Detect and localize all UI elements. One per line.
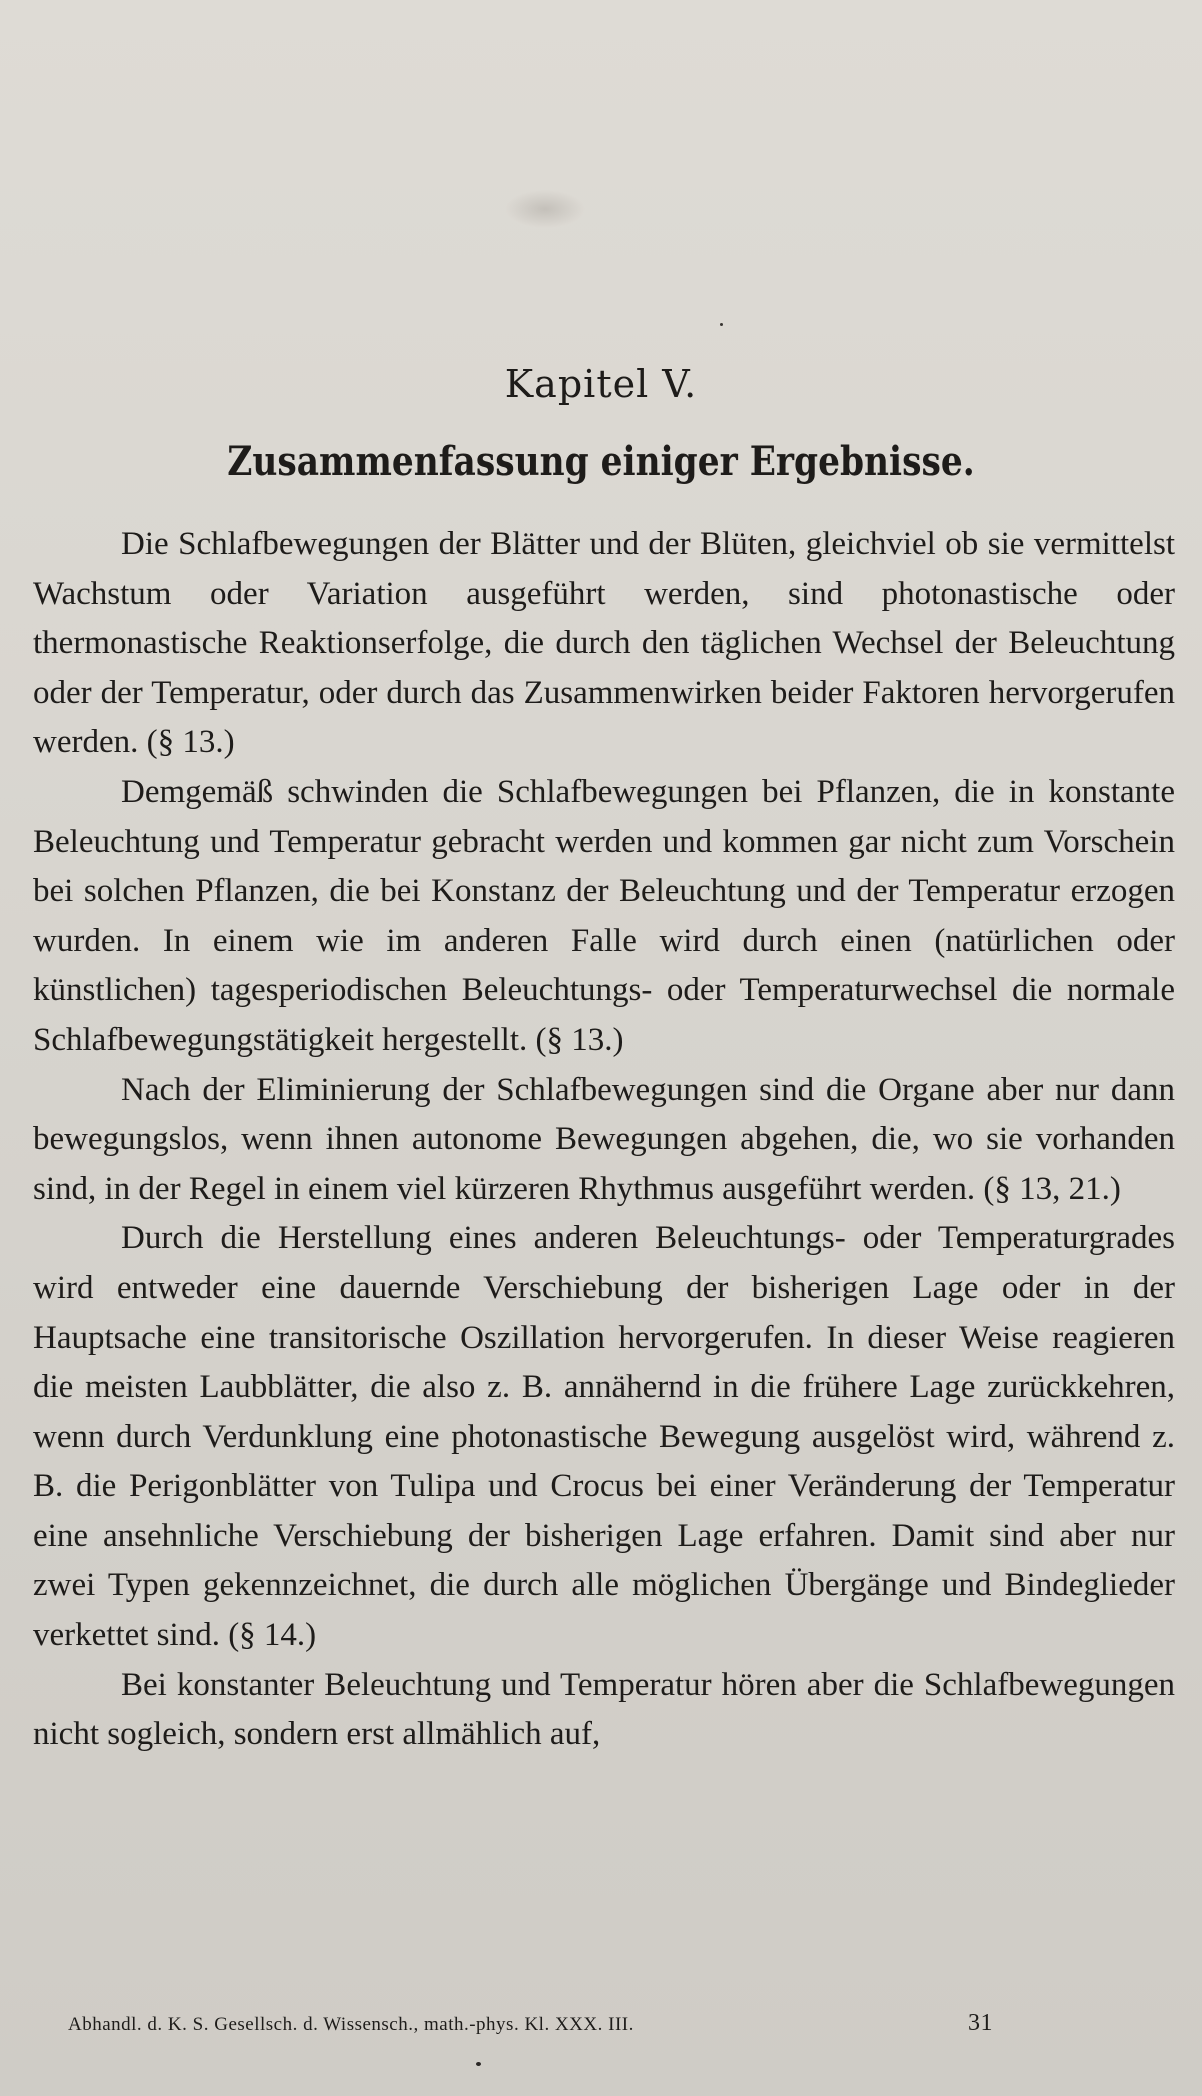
paragraph-4: Durch die Herstellung eines anderen Beleuchtungs- oder Temperaturgrades wird entweder eine dauernde Verschiebung der bisherigen Lage oder in der Hauptsache eine transitorische Oszillation hervorgerufen. In dieser Weise reagieren die meisten Laubblätter, die also z. B. annähernd in die frühere Lage zurückkehren, wenn durch Verdunklung eine photonastische Bewegung ausgelöst wird, während z. B. die Perigonblätter von Tulipa und Crocus bei einer Veränderung der Temperatur eine ansehnliche Verschiebung der bisherigen Lage erfahren. Damit sind aber nur zwei Typen gekennzeichnet, die durch alle möglichen Übergänge und Bindeglieder verkettet sind. (§ 14.) [33, 1220, 1175, 1654]
print-speck [720, 323, 723, 326]
chapter-title: Zusammenfassung einiger Ergebnisse. [227, 438, 975, 485]
paragraph-2: Demgemäß schwinden die Schlafbewegungen bei Pflanzen, die in konstante Beleuchtung und Temperatur gebracht werden und kommen gar nicht zum Vorschein bei solchen Pflanzen, die bei Konstanz der Beleuchtung und der Temperatur erzogen wurden. In einem wie im anderen Falle wird durch einen (natürlichen oder künstlichen) tagesperiodischen Beleuchtungs- oder Temperaturwechsel die normale Schlafbewegungstätigkeit hergestellt. (§ 13.) [33, 773, 1175, 1058]
chapter-label: Kapitel V. [504, 362, 698, 406]
footer-source: Abhandl. d. K. S. Gesellsch. d. Wissensch., math.-phys. Kl. XXX. III. [68, 2014, 634, 2035]
paper-stain [505, 190, 585, 228]
print-speck-bottom [476, 2062, 481, 2066]
body-text [33, 520, 1175, 1760]
paragraph-1: Die Schlafbewegungen der Blätter und der Blüten, gleichviel ob sie vermittelst Wachstum oder Variation ausgeführt werden, sind photonastische oder thermonastische Reaktionserfolge, die durch den täglichen Wechsel der Beleuchtung oder der Temperatur, oder durch das Zusammenwirken beider Faktoren hervorgerufen werden. (§ 13.) [33, 526, 1175, 761]
page-number: 31 [968, 2010, 993, 2036]
paragraph-3: Nach der Eliminierung der Schlafbewegungen sind die Organe aber nur dann bewegungslos, wenn ihnen autonome Bewegungen abgehen, die, wo sie vorhanden sind, in der Regel in einem viel kürzeren Rhythmus ausgeführt werden. (§ 13, 21.) [33, 1071, 1175, 1207]
paragraph-5: Bei konstanter Beleuchtung und Temperatur hören aber die Schlafbewegungen nicht sogleich, sondern erst allmählich auf, [33, 1666, 1175, 1753]
